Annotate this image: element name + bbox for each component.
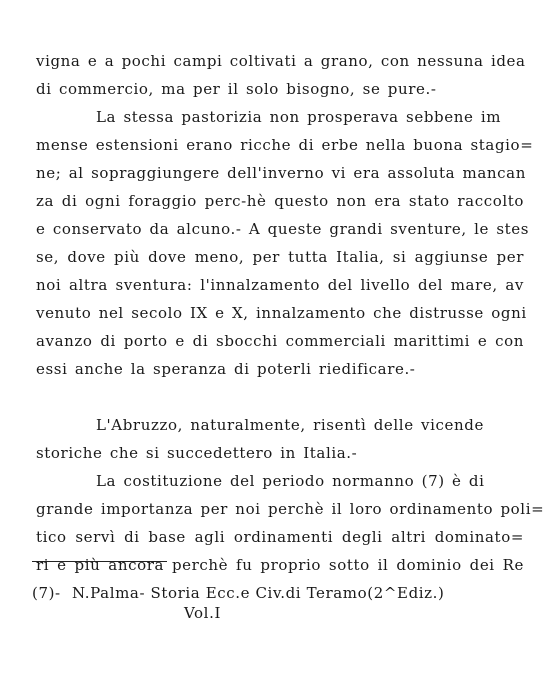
body-text	[36, 47, 545, 579]
text-line: e conservato da alcuno.- A queste grandi sventure, le stes	[36, 220, 530, 238]
text-line: La stessa pastorizia non prosperava sebbene im	[96, 108, 502, 126]
text-line: di commercio, ma per il solo bisogno, se pure.-	[36, 80, 437, 98]
footnote-separator	[32, 561, 167, 562]
text-line: noi altra sventura: l'innalzamento del livello del mare, av	[36, 276, 524, 294]
text-line: ne; al sopraggiungere dell'inverno vi era assoluta mancan	[36, 164, 526, 182]
footnote-volume: Vol.I	[184, 604, 221, 622]
text-line: vigna e a pochi campi coltivati a grano, con nessuna idea	[36, 52, 526, 70]
text-line: storiche che si succedettero in Italia.-	[36, 444, 358, 462]
text-line: se, dove più dove meno, per tutta Italia, si aggiunse per	[36, 248, 524, 266]
footnote	[32, 583, 532, 623]
text-line: avanzo di porto e di sbocchi commerciali marittimi e con	[36, 332, 524, 350]
text-line: venuto nel secolo IX e X, innalzamento che distrusse ogni	[36, 304, 527, 322]
paragraph-gap	[36, 383, 524, 411]
text-line: La costituzione del periodo normanno (7) è di	[96, 472, 485, 490]
text-line: ri e più ancora perchè fu proprio sotto il dominio dei Re	[36, 556, 524, 574]
text-line: grande importanza per noi perchè il loro ordinamento poli=	[36, 500, 545, 518]
footnote-ref: (7)-	[32, 584, 61, 602]
footnote-citation: N.Palma- Storia Ecc.e Civ.di Teramo(2^Ediz.)	[72, 584, 445, 602]
text-line: mense estensioni erano ricche di erbe nella buona stagio=	[36, 136, 534, 154]
text-line: essi anche la speranza di poterli riedificare.-	[36, 360, 416, 378]
footnote-line	[32, 583, 532, 603]
text-line: L'Abruzzo, naturalmente, risentì delle vicende	[96, 416, 484, 434]
text-line: tico servì di base agli ordinamenti degli altri dominato=	[36, 528, 524, 546]
text-line: za di ogni foraggio perc-hè questo non era stato raccolto	[36, 192, 524, 210]
